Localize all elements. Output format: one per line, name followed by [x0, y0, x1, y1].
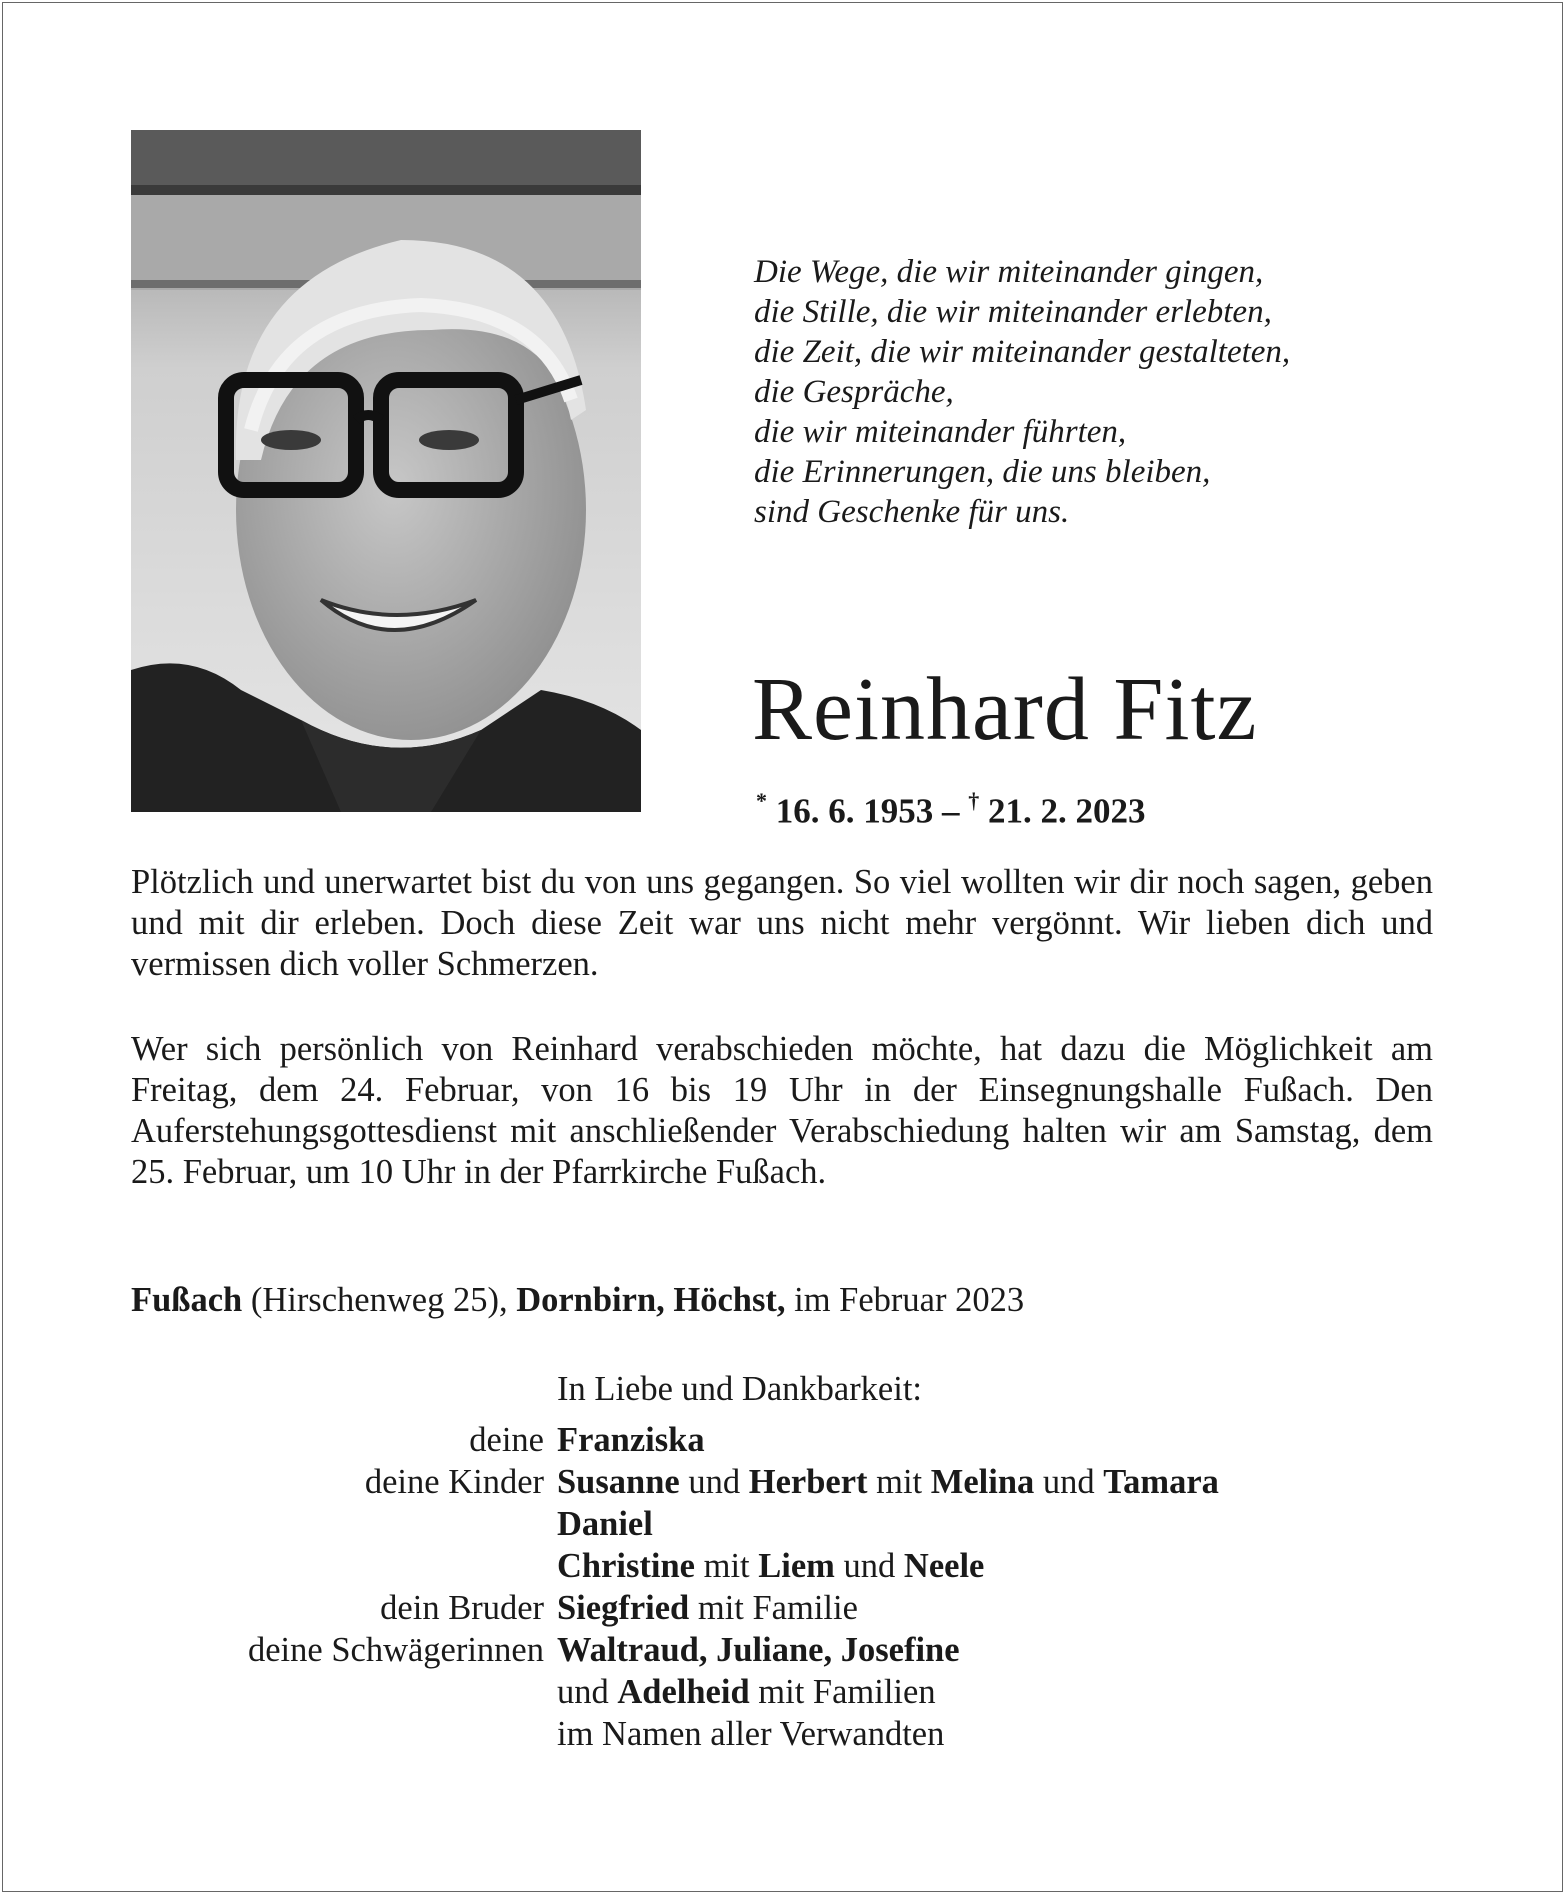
family-row-child: [0, 1503, 1567, 1545]
place-date-line: [131, 1280, 1433, 1321]
grandchild-name: Tamara: [1103, 1463, 1219, 1501]
poem-line: die Stille, die wir miteinander erlebten,: [754, 294, 1272, 330]
conjunction: und: [1042, 1463, 1095, 1501]
sisters-names: Waltraud, Juliane, Josefine: [557, 1631, 960, 1669]
child-name: Daniel: [557, 1505, 653, 1543]
relation-label: deine: [469, 1421, 544, 1459]
family-row-brother: [0, 1587, 1567, 1629]
poem-line: die Gespräche,: [754, 374, 954, 410]
poem-line: Die Wege, die wir miteinander gingen,: [754, 254, 1264, 290]
grandchild-name: Neele: [903, 1547, 985, 1585]
child-name: Christine: [557, 1547, 695, 1585]
message-paragraph: Plötzlich und unerwartet bist du von uns gegangen. So viel wollten wir dir noch sagen, geben und mit dir erleben. Doch diese Zeit war uns nicht mehr vergönnt. Wir lieben dich und vermissen dich voller Schmerzen.: [131, 863, 1433, 983]
conjunction: mit: [703, 1547, 750, 1585]
grandchild-name: Melina: [930, 1463, 1035, 1501]
poem-line: die Zeit, die wir miteinander gestalteten,: [754, 334, 1291, 370]
date-separator: –: [942, 791, 960, 831]
wife-name: Franziska: [557, 1421, 705, 1459]
towns: Dornbirn, Höchst,: [516, 1281, 786, 1319]
family-row-closing: [0, 1713, 1567, 1755]
deceased-name: Reinhard Fitz: [752, 660, 1258, 759]
brother-name: Siegfried: [557, 1589, 690, 1627]
birth-date: 16. 6. 1953: [775, 791, 934, 831]
closing-line: im Namen aller Verwandten: [557, 1715, 945, 1753]
partner-name: Herbert: [748, 1463, 868, 1501]
relation-label: deine Schwägerinnen: [247, 1631, 544, 1669]
death-symbol: †: [968, 788, 980, 813]
farewell-paragraph: Wer sich persönlich von Reinhard verabschieden möchte, hat dazu die Möglichkeit am Freitag, dem 24. Februar, von 16 bis 19 Uhr in der Einsegnungshalle Fußach. Den Auferstehungsgottesdienst mit anschließender Verabschiedung halten wir am Samstag, dem 25. Februar, um 10 Uhr in der Pfarrkirche Fußach.: [131, 1030, 1433, 1191]
conjunction: mit: [876, 1463, 923, 1501]
notice-date: im Februar 2023: [794, 1281, 1025, 1319]
poem-line: die wir miteinander führten,: [754, 414, 1127, 450]
conjunction: und: [688, 1463, 741, 1501]
family-row-wife: [0, 1419, 1567, 1461]
sister-name: Adelheid: [617, 1673, 750, 1711]
child-name: Susanne: [557, 1463, 680, 1501]
address: (Hirschenweg 25),: [250, 1281, 508, 1319]
grandchild-name: Liem: [758, 1547, 835, 1585]
thanks-heading: In Liebe und Dankbarkeit:: [557, 1370, 922, 1408]
portrait-photo: [131, 130, 641, 812]
life-dates: [756, 778, 1146, 837]
family-row-sisters-cont: [0, 1671, 1567, 1713]
suffix: mit Familien: [758, 1673, 936, 1711]
suffix: mit Familie: [697, 1589, 858, 1627]
death-date: 21. 2. 2023: [988, 791, 1146, 831]
conjunction: und: [557, 1673, 609, 1711]
poem-line: sind Geschenke für uns.: [754, 494, 1070, 530]
relation-label: dein Bruder: [380, 1589, 544, 1627]
birth-symbol: *: [756, 788, 767, 813]
relation-label: deine Kinder: [364, 1463, 544, 1501]
family-row-child: [0, 1545, 1567, 1587]
family-row-children: [0, 1461, 1567, 1503]
place: Fußach: [131, 1281, 243, 1319]
conjunction: und: [843, 1547, 896, 1585]
poem: [754, 252, 1454, 532]
poem-line: die Erinnerungen, die uns bleiben,: [754, 454, 1211, 490]
family-row-sisters-in-law: [0, 1629, 1567, 1671]
